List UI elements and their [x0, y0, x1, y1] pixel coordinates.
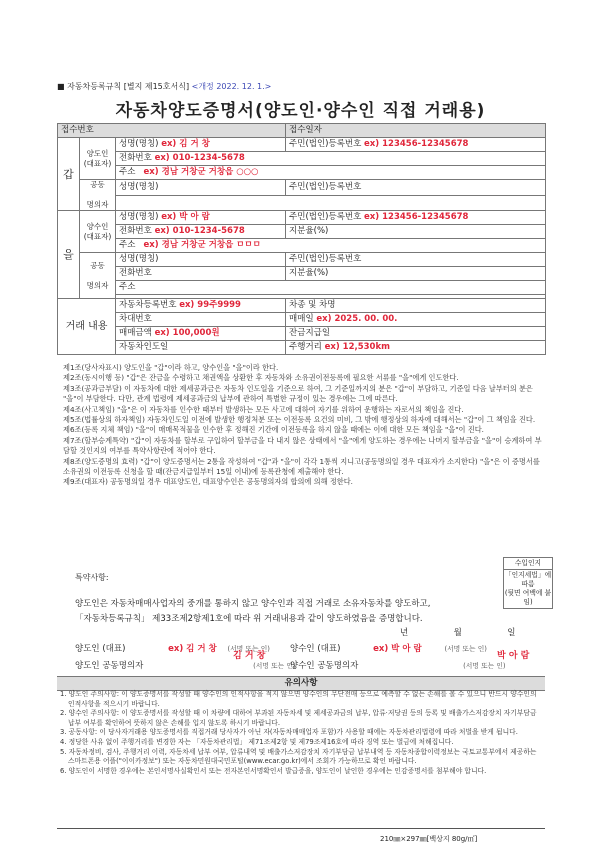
buyer-sign-label: 양수인 (대표): [290, 644, 341, 654]
buyer-co-id-cell[interactable]: 주민(법인)등록번호: [286, 253, 546, 267]
buyer-group-label: 을: [58, 211, 80, 299]
seller-name-cell[interactable]: 성명(명칭) ex) 김 거 창: [116, 138, 286, 152]
buyer-sign-name: ex) 박 아 람: [373, 644, 422, 654]
buyer-id-cell[interactable]: 주민(법인)등록번호 ex) 123456-12345678: [286, 211, 546, 225]
seller-co-sign-label: 양도인 공동명의자: [75, 661, 144, 671]
clauses-section: [63, 363, 543, 488]
footer-divider: [57, 828, 545, 829]
stamp-note: 「인지세법」에 따름 (뒷면 여백에 붙임): [504, 570, 553, 609]
date-year: 년: [400, 628, 409, 638]
buyer-co-sign-row[interactable]: [290, 659, 506, 671]
deal-reg-no-value: ex) 99주9999: [179, 300, 241, 310]
buyer-co-share-cell[interactable]: 지분율(%): [286, 267, 546, 281]
seller-id-cell[interactable]: 주민(법인)등록번호 ex) 123456-12345678: [286, 138, 546, 152]
deal-vin-cell[interactable]: 차대번호: [116, 313, 286, 327]
buyer-phone-cell[interactable]: 전화번호 ex) 010-1234-5678: [116, 225, 286, 239]
seller-phone-cell[interactable]: 전화번호 ex) 010-1234-5678: [116, 152, 546, 166]
buyer-share-cell[interactable]: 지분율(%): [286, 225, 546, 239]
seller-seal: 김 거 창: [233, 651, 266, 661]
seller-co-sign-hint: (서명 또는 인): [253, 662, 296, 670]
buyer-co-name-cell[interactable]: 성명(명칭): [116, 253, 286, 267]
clause-2: 제2조(동시이행 등) "갑"은 잔금을 수령하고 채권액을 상환한 후 자동차와 소유권이전등록에 필요한 서류를 "을"에게 인도한다.: [63, 373, 459, 383]
seller-co-blank[interactable]: [116, 195, 546, 211]
special-terms-label: 특약사항:: [75, 573, 109, 582]
clause-9: 제9조(대표자) 공동명의일 경우 대표양도인, 대표양수인은 공동명의자의 합의에 의해 정한다.: [63, 477, 353, 487]
seller-name-value: ex) 김 거 창: [161, 139, 210, 149]
seller-id-value: ex) 123456-12345678: [364, 139, 469, 149]
note-4: 4. 정당한 사유 없이 주행거리를 변경한 자는 「자동차관리법」 제71조제2항 및 제79조제16호에 따라 징역 또는 벌금에 처해집니다.: [60, 737, 454, 746]
date-day: 일: [507, 628, 516, 638]
buyer-name-value: ex) 박 아 람: [161, 212, 210, 222]
notes-title: 유의사항: [57, 676, 545, 691]
deal-model-cell[interactable]: 차종 및 차명: [286, 299, 546, 313]
reception-date-label: 접수일자: [286, 124, 546, 138]
date-line[interactable]: [400, 626, 515, 638]
note-1: 1. 양도인 주의사항: 이 양도증명서를 작성할 때 양수인의 인적사항을 적지 않으면 양수인의 무단전매 등으로 예측할 수 없는 손해를 볼 수 있으니 반드시 양수인의 인적사항을 적으시기 바랍니다.: [60, 690, 537, 708]
clause-5: 제5조(법률상의 하자책임) 자동차인도일 이전에 발생한 행정처분 또는 이전등록 요건의 미비, 그 밖에 행정상의 하자에 대해서는 "갑"이 그 책임을 진다.: [63, 415, 536, 425]
deal-label: 거래 내용: [58, 299, 116, 355]
deal-mileage-value: ex) 12,530km: [324, 342, 390, 352]
deal-price-cell[interactable]: 매매금액 ex) 100,000원: [116, 327, 286, 341]
note-3: 3. 공동사항: 이 당사자거래용 양도증명서를 직접거래 당사자가 아닌 자(자동차매매업자 포함)가 사용할 때에는 자동차관리법령에 따라 처벌을 받게 됩니다.: [60, 728, 518, 737]
seller-co-name-cell[interactable]: 성명(명칭): [116, 180, 286, 196]
seller-address-value: ex) 경남 거창군 거창읍 ○○○: [143, 167, 259, 177]
buyer-co-sign-label: 양수인 공동명의자: [290, 661, 359, 671]
reception-number-label: 접수번호: [58, 124, 286, 138]
note-6: 6. 양도인이 서명한 경우에는 본인서명사실확인서 또는 전자본인서명확인서 발급증을, 양도인이 날인한 경우에는 인감증명서를 첨부해야 합니다.: [60, 766, 487, 775]
buyer-seal: 박 아 람: [497, 651, 530, 661]
deal-mileage-cell[interactable]: 주행거리 ex) 12,530km: [286, 341, 546, 355]
seller-phone-value: ex) 010-1234-5678: [154, 153, 245, 163]
clause-7: 제7조(할부승계특약) "갑"이 자동차를 할부로 구입하여 할부금을 다 내지 않은 상태에서 "을"에게 양도하는 경우에는 나머지 할부금을 "을"이 승계하여 부담할 것인지의 여부를 특약사항란에 적어야 한다.: [63, 435, 542, 456]
declaration-line-1: 양도인은 자동차매매사업자의 중개를 통하지 않고 양수인과 직접 거래로 소유자동차를 양도하고,: [75, 599, 431, 609]
seller-address-cell[interactable]: 주소 ex) 경남 거창군 거창읍 ○○○: [116, 166, 546, 180]
buyer-co-owner-label: 공동 명의자: [80, 253, 116, 299]
seller-sign-hint: (서명 또는 인): [227, 645, 270, 653]
deal-delivery-cell[interactable]: 자동차인도일: [116, 341, 286, 355]
seller-co-id-cell[interactable]: 주민(법인)등록번호: [286, 180, 546, 196]
seller-main-label: 양도인 (대표자): [80, 138, 116, 180]
deal-reg-no-cell[interactable]: 자동차등록번호 ex) 99주9999: [116, 299, 286, 313]
seller-group-label: 갑: [58, 138, 80, 211]
buyer-name-cell[interactable]: 성명(명칭) ex) 박 아 람: [116, 211, 286, 225]
buyer-address-cell[interactable]: 주소 ex) 경남 거창군 거창읍 ㅁㅁㅁ: [116, 239, 546, 253]
buyer-phone-value: ex) 010-1234-5678: [154, 226, 245, 236]
clause-1: 제1조(당사자표시) 양도인을 "갑"이라 하고, 양수인을 "을"이라 한다.: [63, 363, 279, 372]
deal-sale-date-value: ex) 2025. 00. 00.: [316, 314, 398, 324]
revision-date: <개정 2022. 12. 1.>: [191, 82, 272, 91]
stamp-title: 수입인지: [504, 558, 553, 570]
deal-balance-cell[interactable]: 잔금지급일: [286, 327, 546, 341]
clause-3: 제3조(공과금부담) 이 자동차에 대한 제세공과금은 자동차 인도일을 기준으로 하여, 그 기준일까지의 분은 "갑"이 부담하고, 기준일 다음 날부터의 분은 "을"이 부담한다. 다만, 관계 법령에 제세공과금의 납부에 관하여 특별한 규정이 있는 경우에는 그에 따른다.: [63, 383, 533, 404]
buyer-co-address-cell[interactable]: 주소: [116, 281, 546, 295]
buyer-co-phone-cell[interactable]: 전화번호: [116, 267, 286, 281]
clause-8: 제8조(양도증명의 효력) "갑"이 양도증명서는 2통을 작성하여 "갑"과 "을"이 각각 1통씩 지니고(공동명의일 경우 대표자가 소지한다) "을"은 이 증명서를 소유권의 이전등록 신청을 할 때(잔금지급일부터 15일 이내)에 등록관청에 제출해야 한다.: [63, 456, 540, 477]
deal-price-value: ex) 100,000원: [154, 328, 220, 338]
certificate-table: [57, 123, 546, 355]
date-month: 월: [453, 628, 462, 638]
seller-co-sign-row[interactable]: [75, 659, 296, 671]
declaration-line-2: 「자동차등록규칙」 제33조제2항제1호에 따라 위 거래내용과 같이 양도하였음을 증명합니다.: [75, 614, 423, 624]
note-5: 5. 자동차정비, 검사, 주행거리 이력, 자동차세 납부 여부, 압류내역 및 배출가스저감장치 자기부담금 납부내역 등 자동차종합이력정보는 국토교통부에서 제공하는 스마트폰용 어플("이이카정보") 또는 자동차민원대국민포털(www.ecar.go.kr)에서 조회가 가능하므로 확인 바랍니다.: [60, 747, 537, 766]
page-title: 자동차양도증명서(양도인·양수인 직접 거래용): [115, 101, 486, 121]
paper-spec: 210㎜×297㎜[백상지 80g/㎡]: [380, 835, 478, 843]
buyer-main-label: 양수인 (대표자): [80, 211, 116, 253]
clause-6: 제6조(등록 지체 책임) "을"이 매매목적물을 인수한 후 정해진 기간에 이전등록을 하지 않을 때에는 이에 대한 모든 책임을 "을"이 진다.: [63, 425, 484, 435]
notes-section: [60, 690, 543, 776]
seller-sign-label: 양도인 (대표): [75, 644, 126, 654]
buyer-sign-hint: (서명 또는 인): [444, 645, 487, 653]
deal-sale-date-cell[interactable]: 매매일 ex) 2025. 00. 00.: [286, 313, 546, 327]
form-header: [57, 81, 271, 92]
buyer-co-sign-hint: (서명 또는 인): [463, 662, 506, 670]
buyer-id-value: ex) 123456-12345678: [364, 212, 469, 222]
declaration: [75, 597, 545, 627]
seller-sign-name: ex) 김 거 창: [168, 644, 217, 654]
seller-co-owner-label: 공동 명의자: [80, 180, 116, 211]
clause-4: 제4조(사고책임) "을"은 이 자동차를 인수한 때부터 발생하는 모든 사고에 대하여 자기를 위하여 운행하는 자로서의 책임을 진다.: [63, 404, 464, 414]
form-reference: ■ 자동차등록규칙 [별지 제15호서식]: [57, 82, 190, 91]
reception-row: [58, 124, 546, 138]
buyer-address-value: ex) 경남 거창군 거창읍 ㅁㅁㅁ: [143, 240, 261, 250]
note-2: 2. 양수인 주의사항: 이 양도증명서를 작성할 때 이 차량에 대하여 부과된 자동차세 및 제세공과금의 납부, 압류·저당권 등의 등록 및 배출가스저감장치 자기부담금 납부 여부를 확인하여 뜻하지 않은 손해를 입지 않도록 하시기 바랍니다.: [60, 709, 537, 727]
buyer-sign-row[interactable]: [290, 642, 487, 654]
